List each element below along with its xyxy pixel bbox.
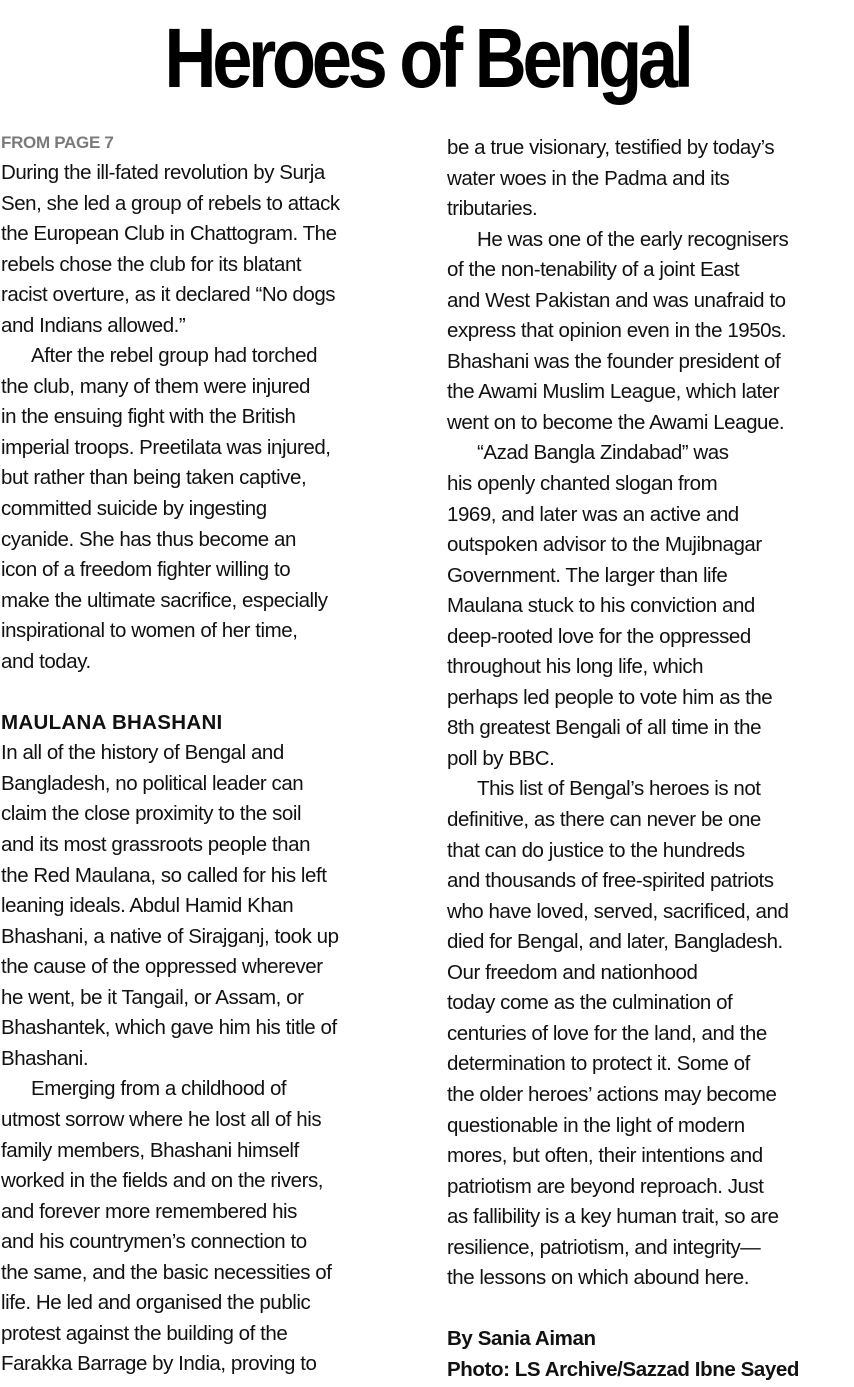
text-line: committed suicide by ingesting	[1, 497, 267, 521]
credit-spacer	[447, 1294, 854, 1325]
text-line: family members, Bhashani himself	[1, 1138, 299, 1162]
continuation-paragraph	[447, 133, 854, 225]
text-line: deep-rooted love for the oppressed	[447, 624, 751, 648]
text-line: icon of a freedom fighter willing to	[1, 558, 291, 582]
text-line: the Red Maulana, so called for his left	[1, 863, 327, 887]
photo-credit: Photo: LS Archive/Sazzad Ibne Sayed	[447, 1357, 800, 1381]
text-line: cyanide. She has thus become an	[1, 527, 296, 551]
text-line: He was one of the early recognisers	[477, 227, 789, 251]
text-line: Bhashantek, which gave him his title of	[1, 1016, 337, 1040]
paragraph-3	[447, 438, 854, 774]
bhashani-paragraph-1	[1, 738, 403, 1074]
paragraph-4	[447, 774, 854, 1293]
text-line: This list of Bengal’s heroes is not	[477, 777, 761, 801]
text-line: the same, and the basic necessities of	[1, 1260, 332, 1284]
text-line: today come as the culmination of	[447, 991, 733, 1015]
text-line: the club, many of them were injured	[1, 374, 310, 398]
text-line: Our freedom and nationhood	[447, 960, 698, 984]
text-line: worked in the fields and on the rivers,	[1, 1169, 324, 1193]
text-line: rebels chose the club for its blatant	[1, 252, 302, 276]
text-line: “Azad Bangla Zindabad” was	[477, 441, 729, 465]
text-line: Government. The larger than life	[447, 563, 728, 587]
text-line: resilience, patriotism, and integrity—	[447, 1235, 761, 1259]
text-line: Bhashani was the founder president of	[447, 349, 781, 373]
text-line: went on to become the Awami League.	[447, 410, 785, 434]
text-line: the European Club in Chattogram. The	[1, 222, 337, 246]
text-line: racist overture, as it declared “No dogs	[1, 283, 336, 307]
text-line: Sen, she led a group of rebels to attack	[1, 191, 340, 215]
text-line: that can do justice to the hundreds	[447, 838, 745, 862]
text-line: in the ensuing fight with the British	[1, 405, 296, 429]
left-column	[1, 128, 403, 1380]
text-line: Bangladesh, no political leader can	[1, 771, 304, 795]
text-line: express that opinion even in the 1950s.	[447, 319, 787, 343]
text-line: water woes in the Padma and its	[447, 166, 730, 190]
text-line: make the ultimate sacrifice, especially	[1, 588, 328, 612]
text-line: the older heroes’ actions may become	[447, 1082, 777, 1106]
text-line: After the rebel group had torched	[31, 344, 318, 368]
text-line: and West Pakistan and was unafraid to	[447, 288, 786, 312]
section-spacer	[1, 677, 403, 708]
text-line: and thousands of free-spirited patriots	[447, 869, 774, 893]
text-line: of the non-tenability of a joint East	[447, 258, 740, 282]
continued-from-label: FROM PAGE 7	[1, 133, 114, 152]
preetilata-paragraph-2	[1, 341, 403, 677]
byline: By Sania Aiman	[447, 1327, 596, 1351]
text-line: Farakka Barrage by India, proving to	[1, 1352, 317, 1376]
right-column	[447, 133, 854, 1385]
text-line: and forever more remembered his	[1, 1199, 297, 1223]
text-line: claim the close proximity to the soil	[1, 802, 302, 826]
text-line: his openly chanted slogan from	[447, 472, 718, 496]
text-line: outspoken advisor to the Mujibnagar	[447, 533, 762, 557]
text-line: During the ill-fated revolution by Surja	[1, 161, 325, 184]
text-line: the Awami Muslim League, which later	[447, 380, 780, 404]
text-line: perhaps led people to vote him as the	[447, 685, 773, 709]
text-line: and today.	[1, 649, 91, 673]
text-line: inspirational to women of her time,	[1, 619, 298, 643]
text-line: and Indians allowed.”	[1, 313, 186, 337]
text-line: poll by BBC.	[447, 746, 555, 770]
text-line: and its most grassroots people than	[1, 833, 311, 857]
text-line: but rather than being taken captive,	[1, 466, 307, 490]
preetilata-paragraph-1	[1, 158, 403, 341]
text-line: Maulana stuck to his conviction and	[447, 594, 755, 618]
text-line: be a true visionary, testified by today’s	[447, 136, 775, 159]
text-line: imperial troops. Preetilata was injured,	[1, 435, 331, 459]
text-line: mores, but often, their intentions and	[447, 1144, 763, 1168]
text-line: who have loved, served, sacrificed, and	[447, 899, 789, 923]
text-line: 8th greatest Bengali of all time in the	[447, 716, 762, 740]
text-line: life. He led and organised the public	[1, 1291, 311, 1315]
text-line: 1969, and later was an active and	[447, 502, 739, 526]
text-line: he went, be it Tangail, or Assam, or	[1, 985, 304, 1009]
text-line: Bhashani.	[1, 1046, 89, 1070]
text-line: centuries of love for the land, and the	[447, 1021, 767, 1045]
text-line: the cause of the oppressed wherever	[1, 955, 323, 979]
text-line: protest against the building of the	[1, 1321, 288, 1345]
text-line: determination to protect it. Some of	[447, 1052, 750, 1076]
text-line: definitive, as there can never be one	[447, 808, 761, 832]
text-line: In all of the history of Bengal and	[1, 741, 284, 765]
paragraph-2	[447, 225, 854, 439]
text-line: questionable in the light of modern	[447, 1113, 745, 1137]
text-line: patriotism are beyond reproach. Just	[447, 1174, 764, 1198]
bhashani-paragraph-2	[1, 1074, 403, 1379]
text-line: throughout his long life, which	[447, 655, 704, 679]
text-line: Bhashani, a native of Sirajganj, took up	[1, 924, 339, 948]
headline: Heroes of Bengal	[164, 11, 690, 105]
text-line: died for Bengal, and later, Bangladesh.	[447, 930, 783, 954]
text-line: utmost sorrow where he lost all of his	[1, 1107, 322, 1131]
text-line: Emerging from a childhood of	[31, 1077, 287, 1101]
text-line: tributaries.	[447, 197, 538, 221]
text-line: leaning ideals. Abdul Hamid Khan	[1, 894, 294, 918]
text-line: as fallibility is a key human trait, so are	[447, 1205, 779, 1229]
text-line: the lessons on which abound here.	[447, 1266, 749, 1290]
text-line: and his countrymen’s connection to	[1, 1230, 307, 1254]
section-heading: MAULANA BHASHANI	[1, 710, 223, 734]
